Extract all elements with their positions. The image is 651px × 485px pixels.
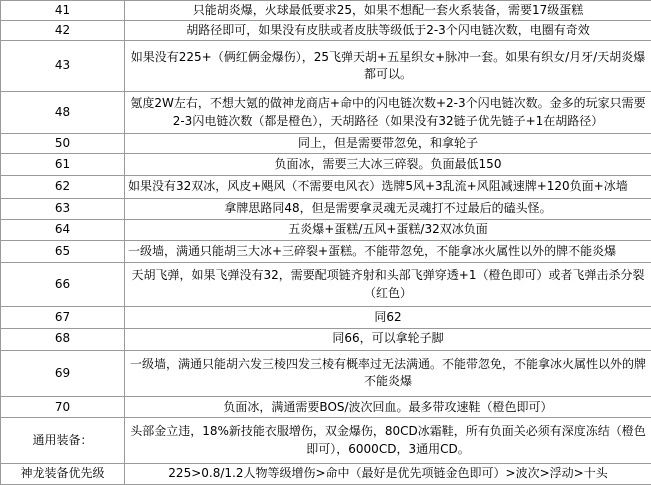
level-cell: 43 [1, 41, 125, 92]
note-cell: 同62 [125, 307, 651, 328]
note-cell: 负面冰，满通需要BOS/波次回血。最多带攻速鞋（橙色即可） [125, 397, 651, 418]
note-cell: 胡路径即可，如果没有皮肤或者皮肤等级低于2-3个闪电链次数，电圈有奇效 [125, 21, 651, 41]
table-row [1, 263, 651, 307]
level-cell: 42 [1, 21, 125, 41]
note-cell: 同66，可以拿轮子脚 [125, 328, 651, 350]
note-cell: 一级墙，满通只能胡三大冰+三碎裂+蛋糕。不能带忽免，不能拿冰火属性以外的牌不能炎爆 [125, 240, 651, 262]
table-row [1, 198, 651, 219]
note-cell: 氪度2W左右，不想大氪的做神龙商店+命中的闪电链次数+2-3个闪电链次数。金多的玩家只需要2-3闪电链次数（都是橙色），天胡路径（如果没有32链子优先链子+1在胡路径） [125, 91, 651, 133]
table-row [1, 397, 651, 418]
note-cell: 一级墙，满通只能胡六发三棱四发三棱有概率过无法满通。不能带忽免，不能拿冰火属性以外的牌不能炎爆 [125, 350, 651, 396]
level-cell: 63 [1, 198, 125, 219]
note-cell: 如果没有225+（俩红俩金爆伤），25飞弹天胡+五星织女+脉冲一套。如果有织女/月牙/天胡炎爆都可以。 [125, 41, 651, 92]
table-row [1, 463, 651, 484]
level-cell: 65 [1, 240, 125, 262]
level-cell: 61 [1, 154, 125, 176]
table-row [1, 134, 651, 154]
table-row [1, 240, 651, 262]
table-row [1, 219, 651, 240]
table-row [1, 418, 651, 463]
level-cell: 64 [1, 219, 125, 240]
table-row [1, 307, 651, 328]
table-row [1, 1, 651, 21]
table-row [1, 154, 651, 176]
level-cell: 66 [1, 263, 125, 307]
table-row [1, 91, 651, 133]
general-equipment-label: 通用装备： [1, 418, 125, 463]
dragon-priority-label: 神龙装备优先级 [1, 463, 125, 484]
note-cell: 只能胡炎爆，火球最低要求25，如果不想配一套火系装备，需要17级蛋糕 [125, 1, 651, 21]
note-cell: 五炎爆+蛋糕/五风+蛋糕/32双冰负面 [125, 219, 651, 240]
level-cell: 68 [1, 328, 125, 350]
note-cell: 225>0.8/1.2人物等级增伤>命中（最好是优先项链金色即可）>波次>浮动>十头 [125, 463, 651, 484]
level-cell: 41 [1, 1, 125, 21]
table-row [1, 21, 651, 41]
note-cell: 天胡飞弹，如果飞弹没有32，需要配项链齐射和头部飞弹穿透+1（橙色即可）或者飞弹击杀分裂（红色） [125, 263, 651, 307]
note-cell: 头部金立违，18%新技能衣服增伤，双金爆伤，80CD冰霜鞋，所有负面关必须有深度冻结（橙色即可），6000CD，3通用CD。 [125, 418, 651, 463]
note-cell: 拿牌思路同48，但是需要拿灵魂无灵魂打不过最后的磕头怪。 [125, 198, 651, 219]
note-cell: 同上，但是需要带忽免，和拿轮子 [125, 134, 651, 154]
level-cell: 70 [1, 397, 125, 418]
level-cell: 67 [1, 307, 125, 328]
table-row [1, 350, 651, 396]
level-cell: 50 [1, 134, 125, 154]
level-cell: 62 [1, 176, 125, 198]
note-cell: 如果没有32双冰，风皮+飓风（不需要电风衣）选牌5风+3乱流+风阻减速牌+120负面+冰墙 [125, 176, 651, 198]
table-row [1, 41, 651, 92]
level-cell: 48 [1, 91, 125, 133]
level-cell: 69 [1, 350, 125, 396]
table-row [1, 328, 651, 350]
note-cell: 负面冰，需要三大冰三碎裂。负面最低150 [125, 154, 651, 176]
table-row [1, 176, 651, 198]
